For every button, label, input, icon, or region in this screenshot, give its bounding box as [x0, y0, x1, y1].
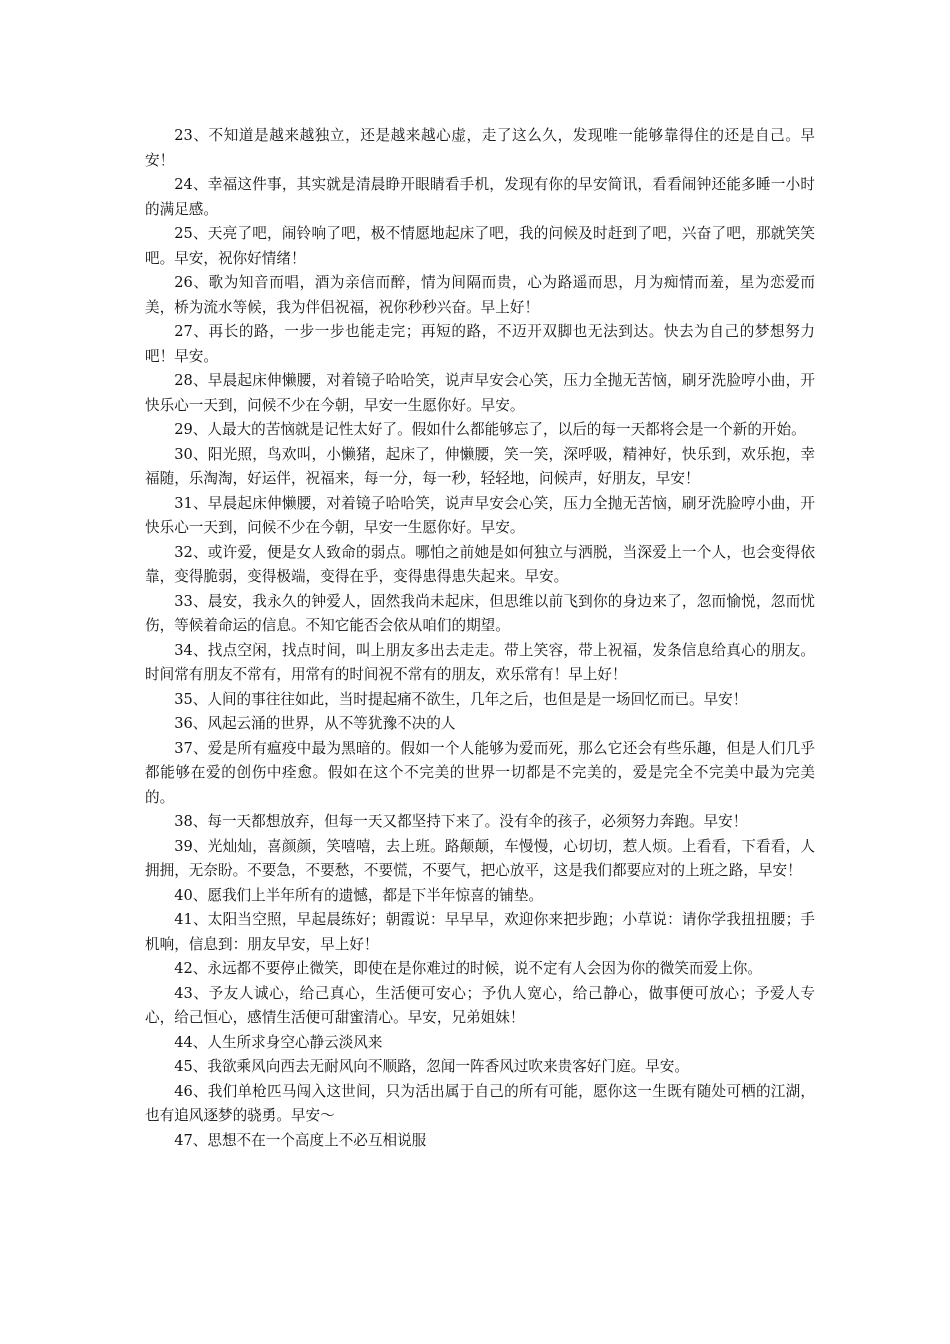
paragraph: 24、幸福这件事，其实就是清晨睁开眼睛看手机，发现有你的早安简讯，看看闹钟还能多睡一小时的满足感。	[145, 176, 815, 218]
paragraph: 38、每一天都想放弃，但每一天又都坚持下来了。没有伞的孩子，必须努力奔跑。早安！	[174, 813, 748, 830]
paragraph: 46、我们单枪匹马闯入这世间，只为活出属于自己的所有可能，愿你这一生既有随处可栖的江湖，也有追风逐梦的骁勇。早安～	[145, 1082, 815, 1124]
paragraph: 30、阳光照，鸟欢叫，小懒猪，起床了，伸懒腰，笑一笑，深呼吸，精神好，快乐到，欢乐抱，幸福随，乐淘淘，好运伴，祝福来，每一分，每一秒，轻轻地，问候声，好朋友，早安！	[145, 445, 815, 487]
paragraph: 37、爱是所有瘟疫中最为黑暗的。假如一个人能够为爱而死，那么它还会有些乐趣，但是人们几乎都能够在爱的创伤中痊愈。假如在这个不完美的世界一切都是不完美的，爱是完全不完美中最为完美的。	[145, 739, 815, 806]
paragraph: 26、歌为知音而唱，酒为亲信而醉，情为间隔而贵，心为路遥而思，月为痴情而羞，星为恋爱而美，桥为流水等候，我为伴侣祝福，祝你秒秒兴奋。早上好！	[145, 274, 815, 316]
paragraph: 32、或许爱，便是女人致命的弱点。哪怕之前她是如何独立与洒脱，当深爱上一个人，也会变得依靠，变得脆弱，变得极端，变得在乎，变得患得患失起来。早安。	[145, 543, 815, 585]
paragraph: 36、风起云涌的世界，从不等犹豫不决的人	[174, 715, 456, 732]
document-body	[145, 124, 815, 1153]
paragraph: 40、愿我们上半年所有的遗憾，都是下半年惊喜的铺垫。	[174, 886, 544, 904]
paragraph: 34、找点空闲，找点时间，叫上朋友多出去走走。带上笑容，带上祝福，发条信息给真心的朋友。时间常有朋友不常有，用常有的时间祝不常有的朋友，欢乐常有！早上好！	[145, 641, 815, 683]
paragraph: 23、不知道是越来越独立，还是越来越心虚，走了这么久，发现唯一能够靠得住的还是自己。早安！	[145, 127, 815, 169]
paragraph: 31、早晨起床伸懒腰，对着镜子哈哈笑，说声早安会心笑，压力全抛无苦恼，刷牙洗脸哼小曲，开快乐心一天到，问候不少在今朝，早安一生愿你好。早安。	[145, 494, 815, 536]
paragraph: 28、早晨起床伸懒腰，对着镜子哈哈笑，说声早安会心笑，压力全抛无苦恼，刷牙洗脸哼小曲，开快乐心一天到，问候不少在今朝，早安一生愿你好。早安。	[145, 372, 815, 414]
paragraph: 39、光灿灿，喜颜颜，笑嘻嘻，去上班。路颠颠，车慢慢，心切切，惹人烦。上看看，下看看，人拥拥，无奈盼。不要急，不要愁，不要慌，不要气，把心放平，这是我们都要应对的上班之路，早安！	[145, 837, 815, 879]
paragraph: 47、思想不在一个高度上不必互相说服	[174, 1131, 427, 1149]
paragraph: 45、我欲乘风向西去无耐风向不顺路，忽闻一阵香风过吹来贵客好门庭。早安。	[174, 1058, 689, 1075]
paragraph: 35、人间的事往往如此，当时提起痛不欲生，几年之后，也但是是一场回忆而已。早安！	[174, 690, 748, 708]
paragraph: 25、天亮了吧，闹铃响了吧，极不情愿地起床了吧，我的问候及时赶到了吧，兴奋了吧，那就笑笑吧。早安，祝你好情绪！	[145, 225, 815, 267]
paragraph: 29、人最大的苦恼就是记性太好了。假如什么都能够忘了，以后的每一天都将会是一个新的开始。	[174, 421, 806, 438]
paragraph: 43、予友人诚心，给己真心，生活便可安心；予仇人宽心，给己静心，做事便可放心；予爱人专心，给己恒心，感情生活便可甜蜜清心。早安，兄弟姐妹！	[145, 984, 815, 1026]
paragraph: 27、再长的路，一步一步也能走完；再短的路，不迈开双脚也无法到达。快去为自己的梦想努力吧！早安。	[145, 323, 815, 365]
paragraph: 44、人生所求身空心静云淡风来	[174, 1033, 383, 1051]
paragraph: 41、太阳当空照，早起晨练好；朝霞说：早早早，欢迎你来把步跑；小草说：请你学我扭扭腰；手机响，信息到：朋友早安，早上好！	[145, 911, 815, 953]
paragraph: 42、永远都不要停止微笑，即使在是你难过的时候，说不定有人会因为你的微笑而爱上你。	[174, 960, 762, 977]
paragraph: 33、晨安，我永久的钟爱人，固然我尚未起床，但思维以前飞到你的身边来了，忽而愉悦，忽而忧伤，等候着命运的信息。不知它能否会依从咱们的期望。	[145, 592, 815, 634]
